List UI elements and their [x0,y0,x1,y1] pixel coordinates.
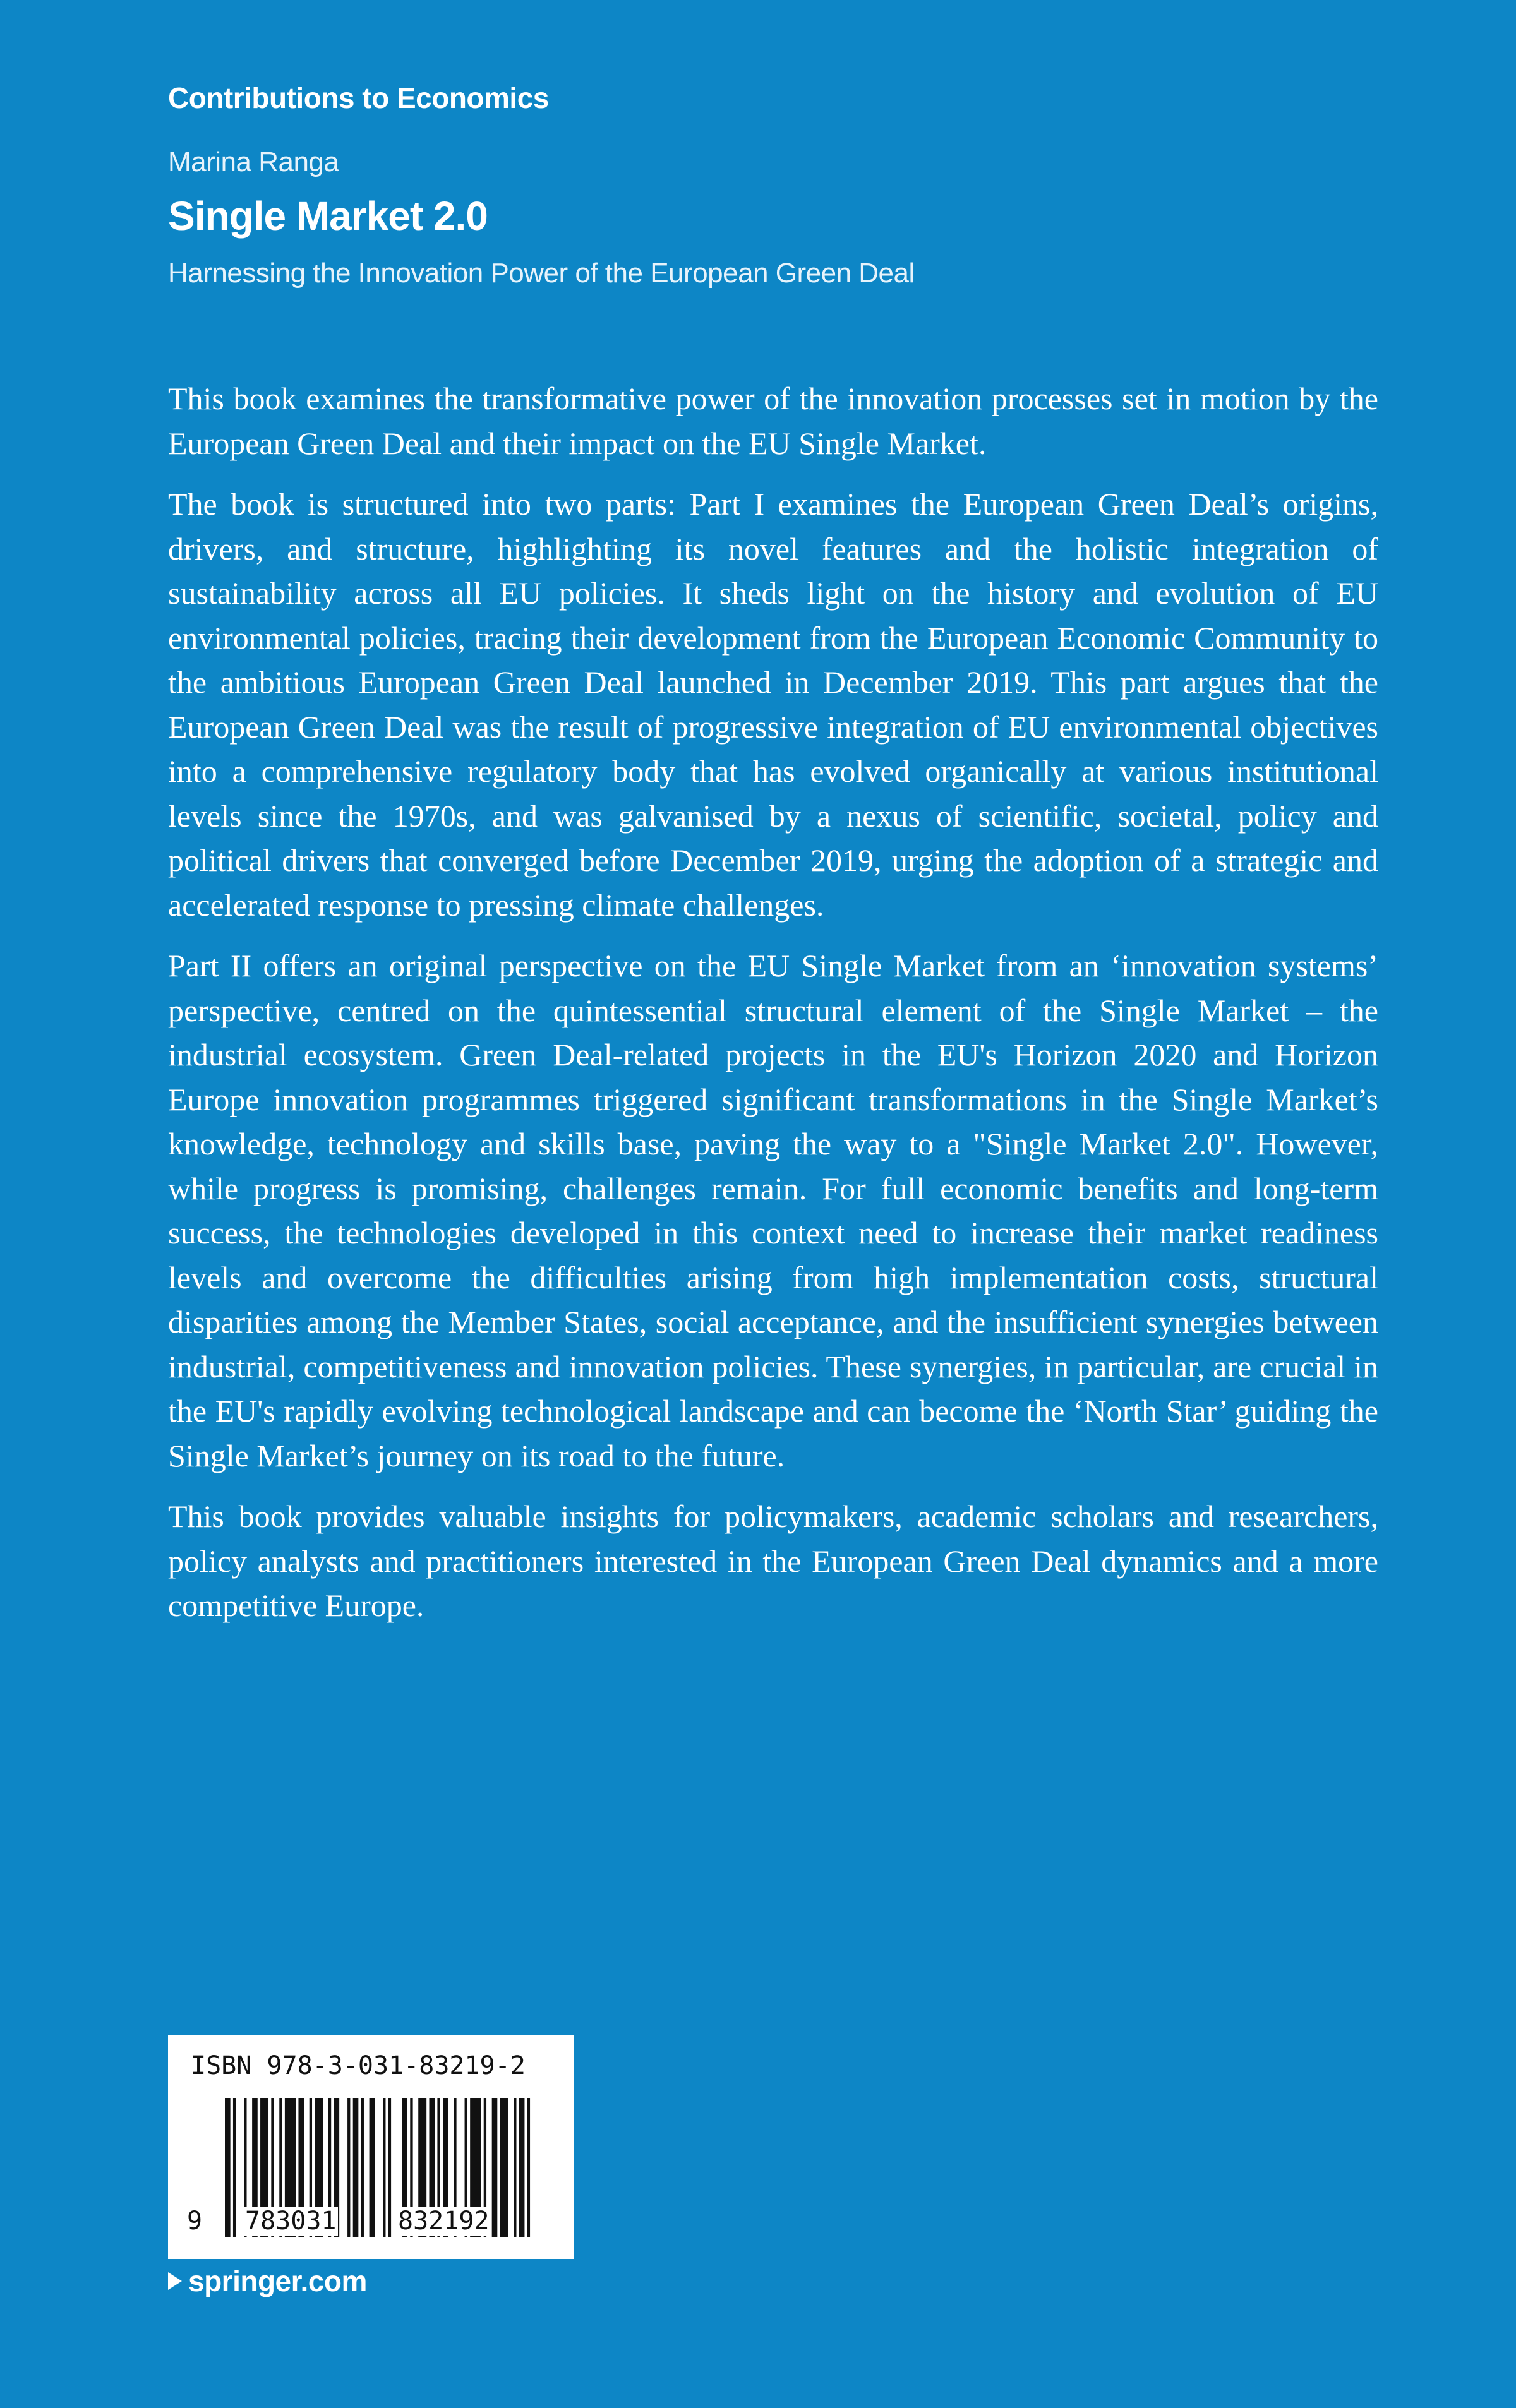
barcode-digits [186,2207,552,2244]
barcode-digit-group-right: 832192 [398,2207,490,2236]
blurb-paragraph: The book is structured into two parts: Part I examines the European Green Deal’s origins, drivers, and structure, highlighting its novel features and the holistic integration of sustainability across all EU policies. It sheds light on the history and evolution of EU environmental policies, tracing their development from the European Economic Community to the ambitious European Green Deal launched in December 2019. This part argues that the European Green Deal was the result of progressive integration of EU environmental objectives into a comprehensive regulatory body that has evolved organically at various institutional levels since the 1970s, and was galvanised by a nexus of scientific, societal, policy and political drivers that converged before December 2019, urging the adoption of a strategic and accelerated response to pressing climate challenges. [168,486,1378,923]
publisher-link[interactable] [168,2264,367,2298]
barcode-digit-group-left: 783031 [245,2207,337,2236]
isbn-label: ISBN 978-3-031-83219-2 [191,2051,526,2080]
book-title: Single Market 2.0 [168,193,488,239]
book-subtitle: Harnessing the Innovation Power of the European Green Deal [168,258,915,289]
blurb-text [168,376,1378,1644]
isbn-barcode-box [168,2035,574,2259]
barcode-digit-lead: 9 [187,2207,203,2236]
series-name: Contributions to Economics [168,81,549,114]
publisher-link-text: springer.com [188,2265,367,2297]
author-name: Marina Ranga [168,147,339,177]
blurb-paragraph: This book examines the transformative power of the innovation processes set in motion by the European Green Deal and their impact on the EU Single Market. [168,381,1378,461]
blurb-paragraph: This book provides valuable insights for policymakers, academic scholars and researchers, policy analysts and practitioners interested in the European Green Deal dynamics and a more competitive Europe. [168,1499,1378,1623]
arrow-right-icon [168,2272,182,2290]
blurb-paragraph: Part II offers an original perspective on the EU Single Market from an ‘innovation systems’ perspective, centred on the quintessential structural element of the Single Market – the industrial ecosystem. Green Deal-related projects in the EU's Horizon 2020 and Horizon Europe innovation programmes triggered significant transformations in the Single Market’s knowledge, technology and skills base, paving the way to a "Single Market 2.0". However, while progress is promising, challenges remain. For full economic benefits and long-term success, the technologies developed in this context need to increase their market readiness levels and overcome the difficulties arising from high implementation costs, structural disparities among the Member States, social acceptance, and the insufficient synergies between industrial, competitiveness and innovation policies. These synergies, in particular, are crucial in the EU's rapidly evolving technological landscape and can become the ‘North Star’ guiding the Single Market’s journey on its road to the future. [168,948,1378,1473]
